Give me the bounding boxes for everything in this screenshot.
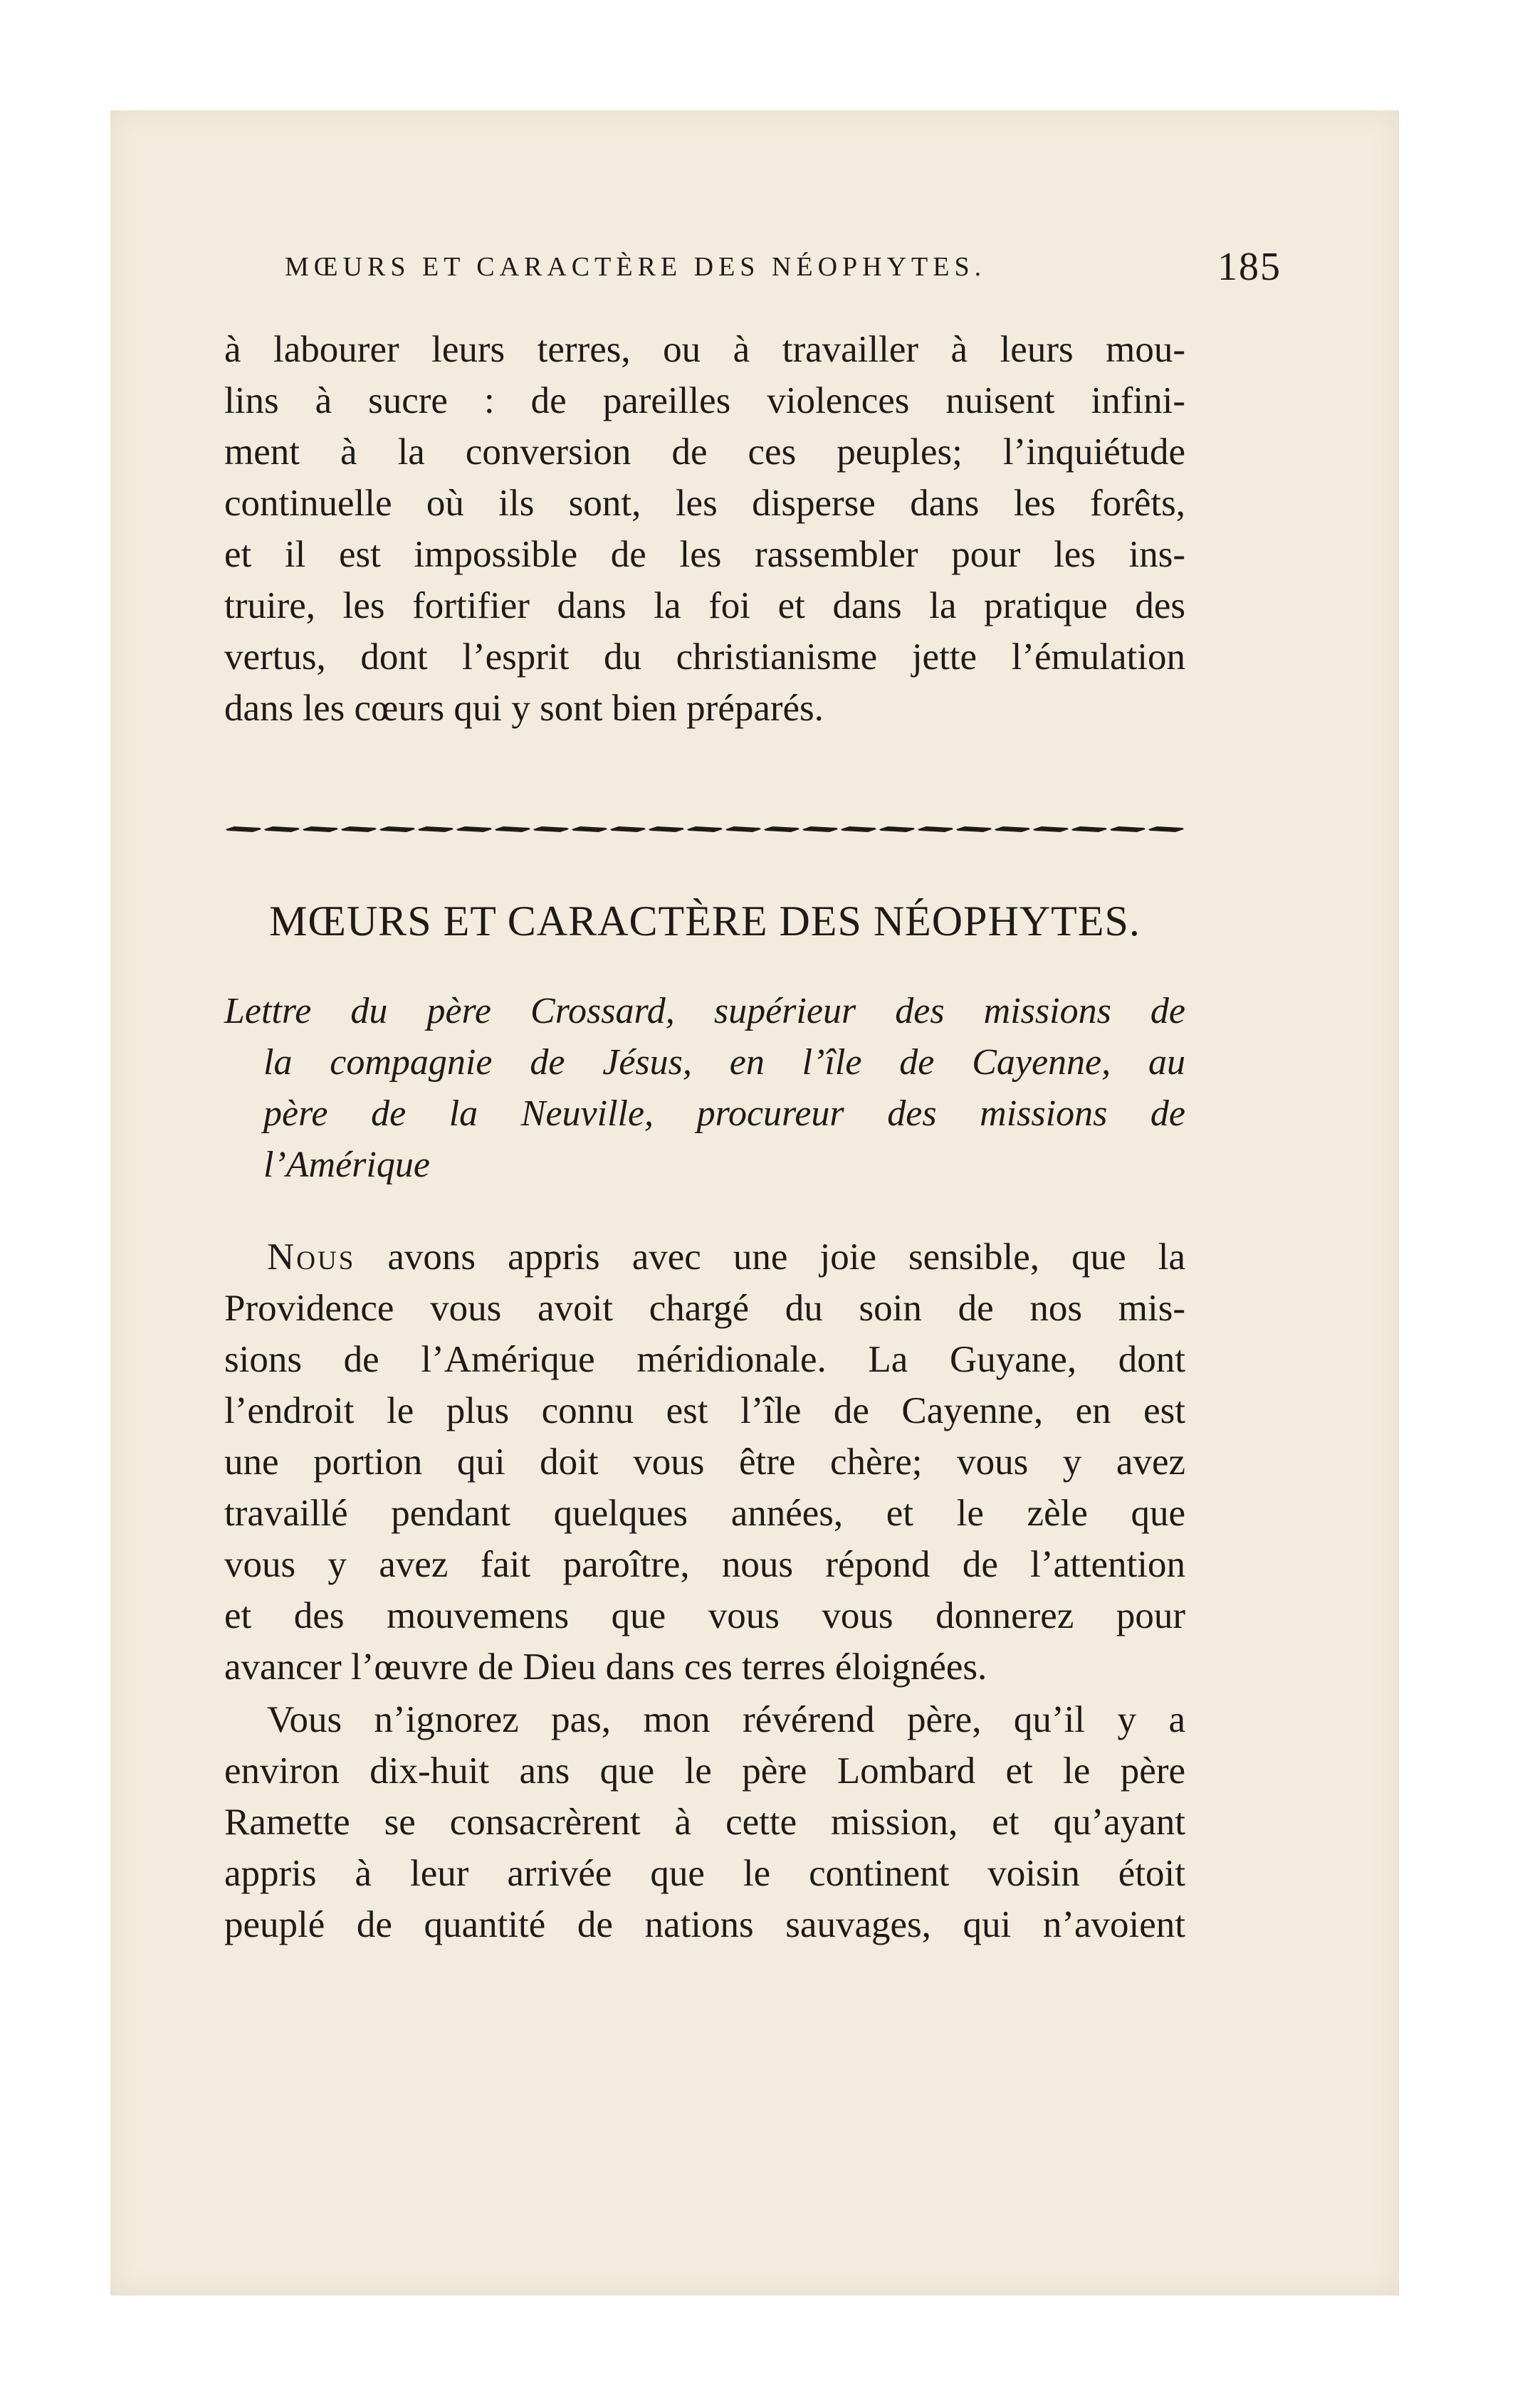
text-line: truire, les fortifier dans la foi et dans la pratique des (224, 585, 1185, 626)
text-line: dans les cœurs qui y sont bien préparés. (224, 688, 824, 729)
text-line: appris à leur arrivée que le continent voisin étoit (224, 1853, 1185, 1894)
text-line: environ dix-huit ans que le père Lombard et le père (224, 1750, 1185, 1792)
first-line-rest: avons appris avec une joie sensible, que la (355, 1236, 1185, 1278)
text-line: Ramette se consacrèrent à cette mission, et qu’ayant (224, 1802, 1185, 1843)
section-title: MŒURS ET CARACTÈRE DES NÉOPHYTES. (269, 898, 1141, 945)
text-line: une portion qui doit vous être chère; vous y avez (224, 1441, 1185, 1483)
text-line: sions de l’Amérique méridionale. La Guyane, dont (224, 1339, 1185, 1380)
drop-word: Nous (267, 1236, 356, 1278)
text-line: l’endroit le plus connu est l’île de Cayenne, en est (224, 1390, 1185, 1431)
text-line: et il est impossible de les rassembler pour les ins- (224, 534, 1185, 575)
text-line: ment à la conversion de ces peuples; l’inquiétude (224, 431, 1185, 473)
heading-line: Lettre du père Crossard, supérieur des missions de (224, 991, 1185, 1031)
text-line-first (224, 1231, 1185, 1283)
page-number: 185 (1217, 245, 1281, 289)
paragraph-two (224, 1231, 1185, 1693)
paragraph-three (224, 1694, 1185, 1950)
running-head-title: MŒURS ET CARACTÈRE DES NÉOPHYTES. (285, 252, 987, 282)
text-line: continuelle où ils sont, les disperse dans les forêts, (224, 483, 1185, 524)
text-line: Vous n’ignorez pas, mon révérend père, qu’il y a (267, 1699, 1185, 1740)
book-page (110, 110, 1399, 2296)
letter-heading (224, 986, 1185, 1191)
text-line: avancer l’œuvre de Dieu dans ces terres éloignées. (224, 1646, 987, 1688)
text-line: travaillé pendant quelques années, et le zèle que (224, 1493, 1185, 1534)
text-line: à labourer leurs terres, ou à travailler à leurs mou- (224, 329, 1185, 370)
text-line: vous y avez fait paroître, nous répond de l’attention (224, 1544, 1185, 1585)
heading-line: l’Amérique (263, 1145, 430, 1185)
running-head (285, 245, 1281, 289)
text-line: Providence vous avoit chargé du soin de nos mis- (224, 1288, 1185, 1329)
text-line: lins à sucre : de pareilles violences nuisent infini- (224, 380, 1185, 421)
heading-line: père de la Neuville, procureur des missions de (263, 1093, 1185, 1134)
text-line: et des mouvemens que vous vous donnerez pour (224, 1595, 1185, 1636)
heading-line: la compagnie de Jésus, en l’île de Cayenne, au (263, 1042, 1185, 1083)
first-paragraph (224, 324, 1185, 734)
text-line: peuplé de quantité de nations sauvages, qui n’avoient (224, 1904, 1185, 1945)
ornamental-rule (224, 822, 1185, 836)
text-line: vertus, dont l’esprit du christianisme jette l’émulation (224, 636, 1185, 678)
